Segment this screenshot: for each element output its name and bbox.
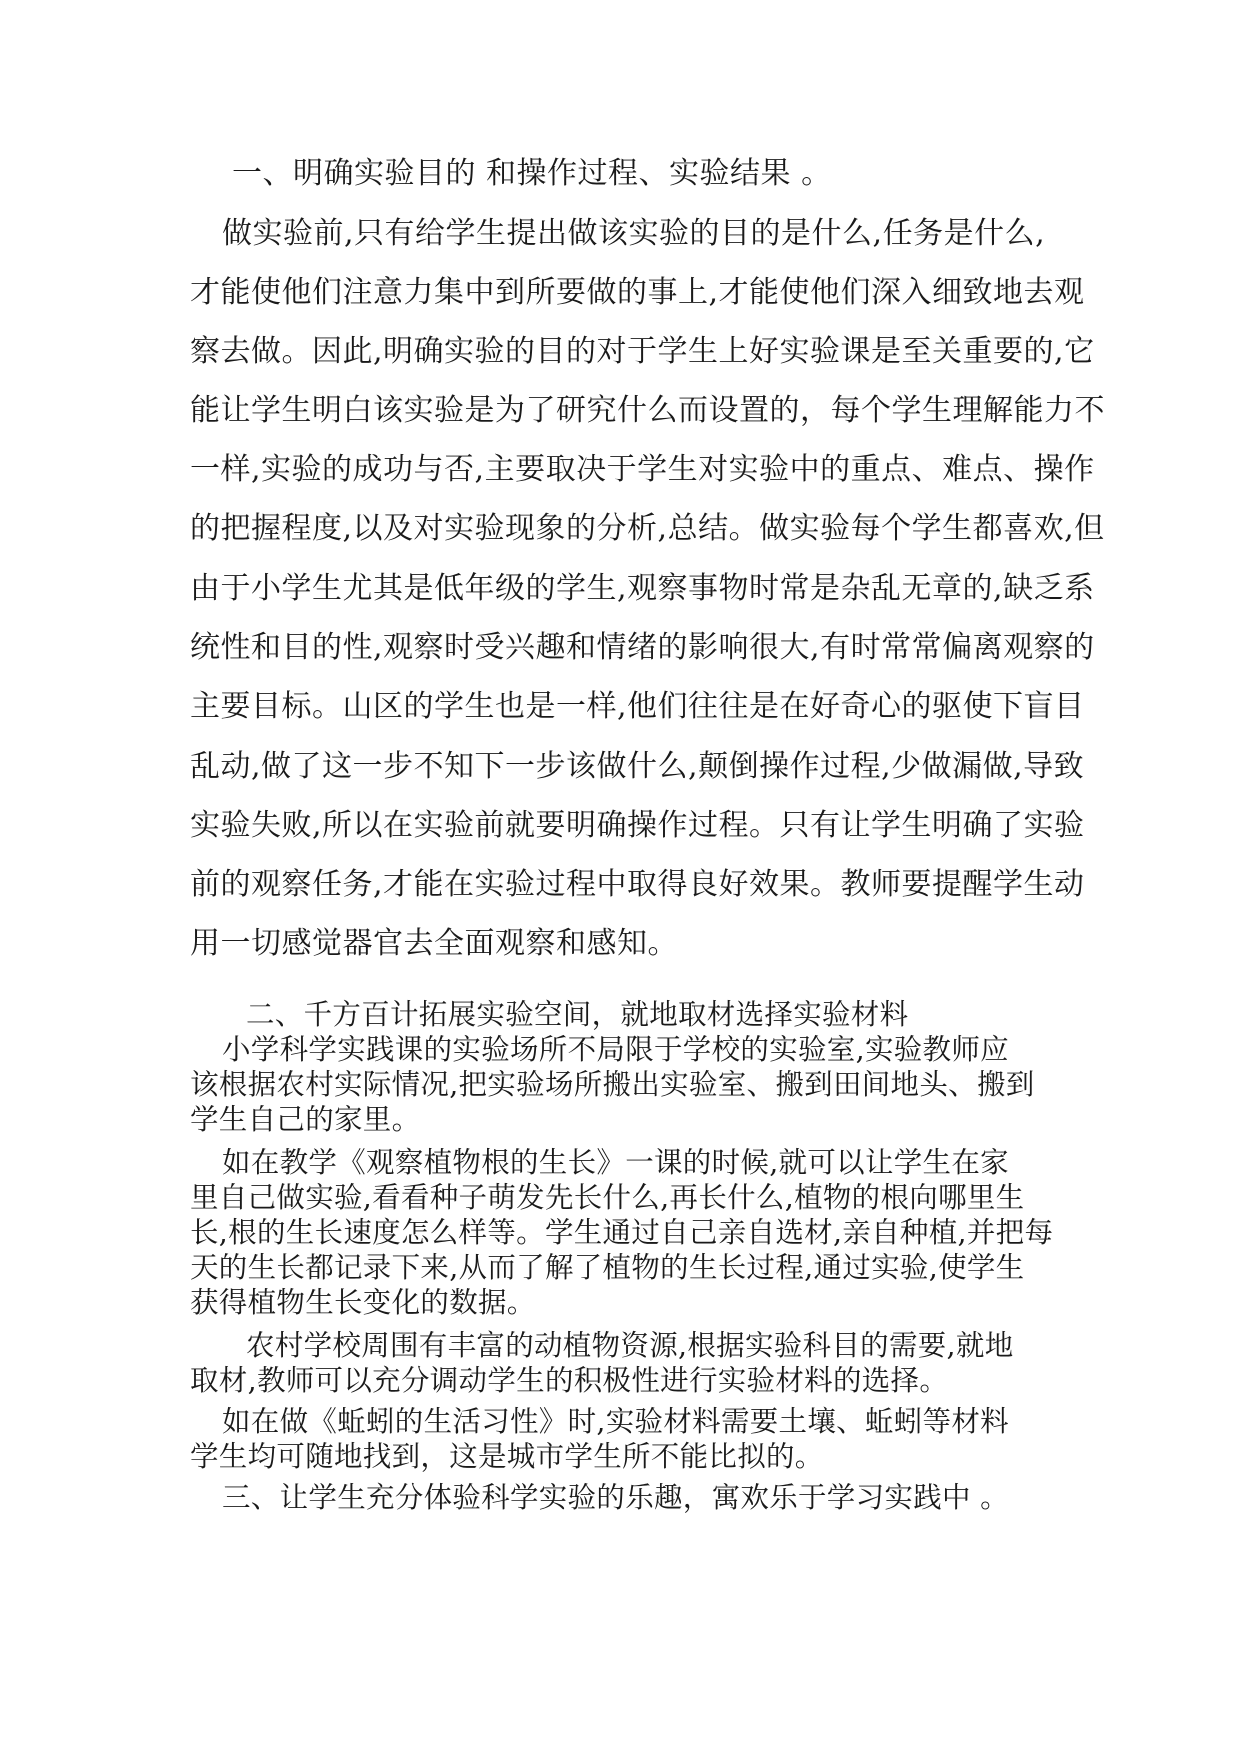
paragraph-line: 一样,实验的成功与否,主要取决于学生对实验中的重点、难点、操作 (190, 452, 1095, 487)
paragraph-line: 做实验前,只有给学生提出做该实验的目的是什么,任务是什么, (222, 216, 1046, 251)
paragraph-line: 统性和目的性,观察时受兴趣和情绪的影响很大,有时常常偏离观察的 (190, 630, 1095, 665)
paragraph-line: 取材,教师可以充分调动学生的积极性进行实验材料的选择。 (190, 1364, 949, 1397)
paragraph-line: 农村学校周围有丰富的动植物资源,根据实验科目的需要,就地 (246, 1329, 1014, 1362)
paragraph-line: 如在做《蚯蚓的生活习性》时,实验材料需要土壤、蚯蚓等材料 (222, 1405, 1009, 1438)
paragraph-line: 获得植物生长变化的数据。 (190, 1286, 536, 1319)
paragraph-line: 小学科学实践课的实验场所不局限于学校的实验室,实验教师应 (222, 1033, 1009, 1066)
paragraph-line: 如在教学《观察植物根的生长》一课的时候,就可以让学生在家 (222, 1146, 1009, 1179)
paragraph-line: 里自己做实验,看看种子萌发先长什么,再长什么,植物的根向哪里生 (190, 1181, 1025, 1214)
paragraph-line: 才能使他们注意力集中到所要做的事上,才能使他们深入细致地去观 (190, 275, 1085, 310)
paragraph-line: 实验失败,所以在实验前就要明确操作过程。只有让学生明确了实验 (190, 808, 1085, 843)
paragraph-line: 该根据农村实际情况,把实验场所搬出实验室、搬到田间地头、搬到 (190, 1068, 1035, 1101)
section-heading-1: 一、明确实验目的 和操作过程、实验结果 。 (232, 156, 832, 191)
paragraph-line: 天的生长都记录下来,从而了解了植物的生长过程,通过实验,使学生 (190, 1251, 1025, 1284)
paragraph-line: 能让学生明白该实验是为了研究什么而设置的，每个学生理解能力不 (190, 393, 1105, 428)
paragraph-line: 的把握程度,以及对实验现象的分析,总结。做实验每个学生都喜欢,但 (190, 511, 1105, 546)
paragraph-line: 由于小学生尤其是低年级的学生,观察事物时常是杂乱无章的,缺乏系 (190, 571, 1095, 606)
paragraph-line: 学生均可随地找到，这是城市学生所不能比拟的。 (190, 1440, 824, 1473)
paragraph-line: 学生自己的家里。 (190, 1103, 421, 1136)
paragraph-line: 乱动,做了这一步不知下一步该做什么,颠倒操作过程,少做漏做,导致 (190, 749, 1085, 784)
section-heading-2: 二、千方百计拓展实验空间，就地取材选择实验材料 (246, 998, 909, 1031)
paragraph-line: 察去做。因此,明确实验的目的对于学生上好实验课是至关重要的,它 (190, 334, 1095, 369)
paragraph-line: 主要目标。山区的学生也是一样,他们往往是在好奇心的驱使下盲目 (190, 689, 1085, 724)
paragraph-line: 长,根的生长速度怎么样等。学生通过自己亲自选材,亲自种植,并把每 (190, 1216, 1054, 1249)
paragraph-line: 前的观察任务,才能在实验过程中取得良好效果。教师要提醒学生动 (190, 867, 1085, 902)
section-heading-3: 三、让学生充分体验科学实验的乐趣，寓欢乐于学习实践中 。 (222, 1481, 1009, 1514)
paragraph-line: 用一切感觉器官去全面观察和感知。 (190, 926, 678, 961)
